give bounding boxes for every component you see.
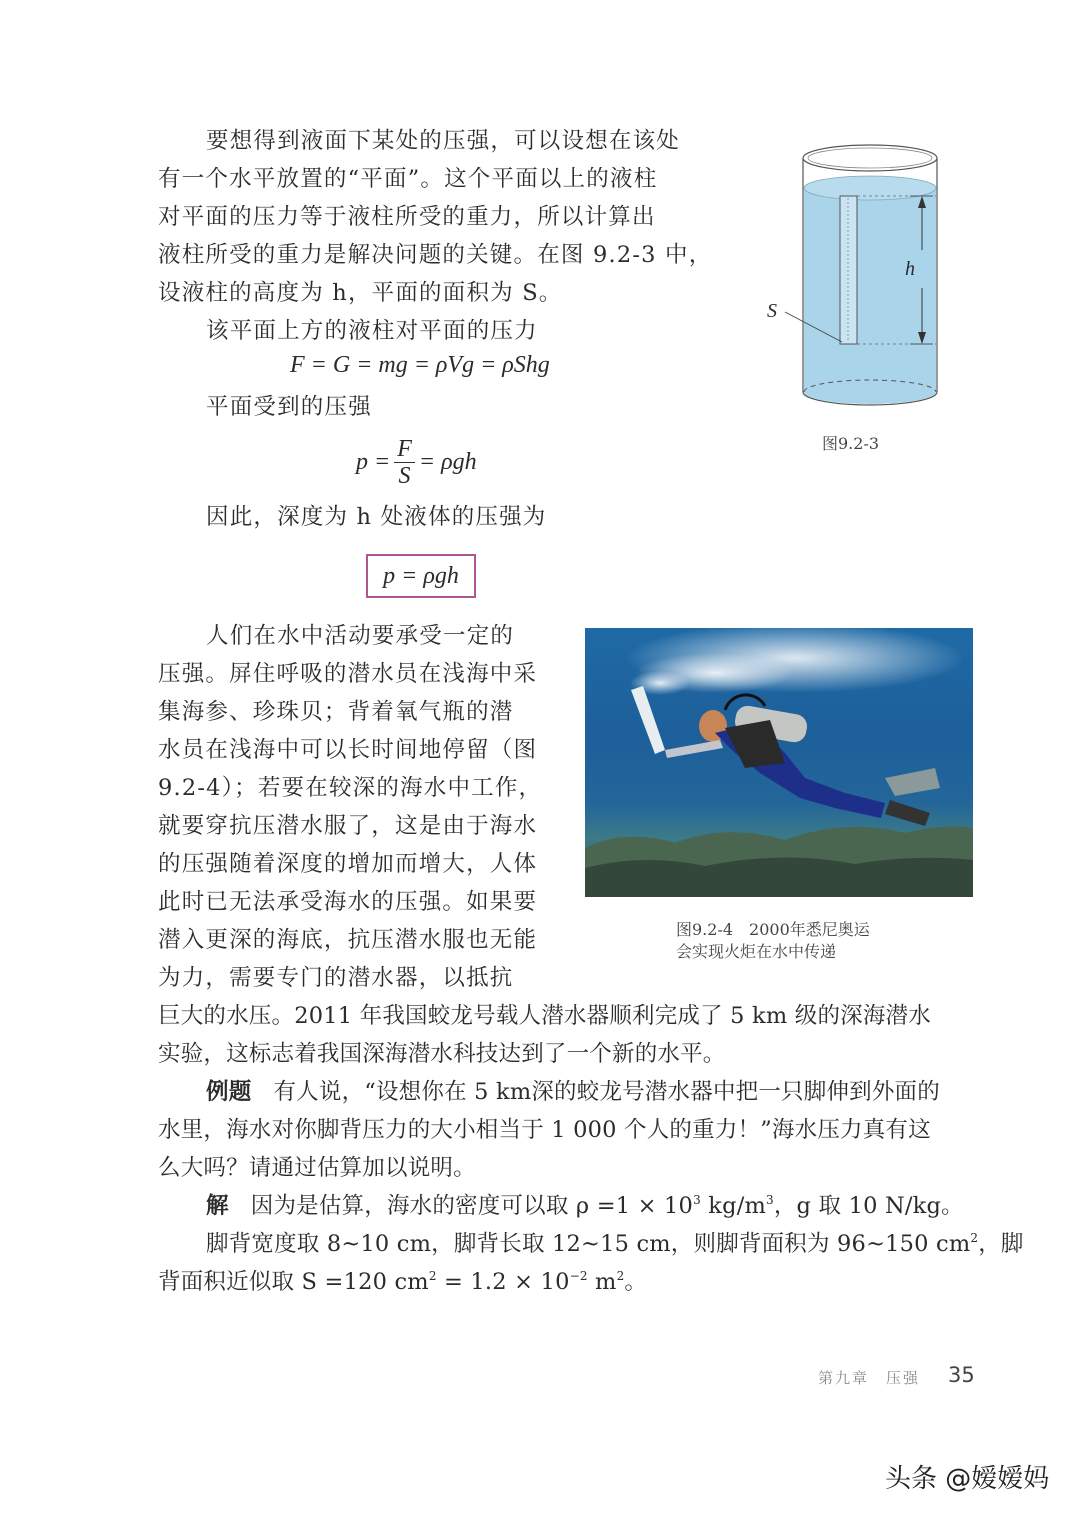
diving-line-8: 此时已无法承受海水的压强。如果要 bbox=[158, 889, 538, 915]
diver-photo-icon bbox=[585, 628, 973, 897]
solution-text-2b: ，脚 bbox=[978, 1231, 1024, 1257]
page-number: 35 bbox=[948, 1363, 975, 1387]
fraction-numerator: F bbox=[394, 436, 415, 463]
formula-rhs: = ρgh bbox=[418, 449, 477, 475]
solution-line-2 bbox=[158, 1225, 1024, 1263]
solution-text-3b: = 1.2 × 10 bbox=[436, 1269, 570, 1295]
watermark: 头条 @嫒嫒妈 bbox=[885, 1464, 1050, 1494]
example-line-1 bbox=[158, 1073, 940, 1111]
fraction bbox=[394, 436, 415, 489]
chapter-label: 第九章 压强 bbox=[818, 1369, 921, 1387]
superscript: 3 bbox=[693, 1193, 701, 1207]
solution-text-2a: 脚背宽度取 8~10 cm，脚背长取 12~15 cm，则脚背面积为 96~150 cm bbox=[206, 1231, 971, 1257]
diving-line-11: 巨大的水压。2011 年我国蛟龙号载人潜水器顺利完成了 5 km 级的深海潜水 bbox=[158, 1003, 931, 1029]
cylinder-diagram-icon bbox=[770, 130, 950, 420]
example-text-1: 有人说，“设想你在 5 km深的蛟龙号潜水器中把一只脚伸到外面的 bbox=[273, 1079, 940, 1105]
intro-line-3: 对平面的压力等于液柱所受的重力，所以计算出 bbox=[158, 204, 656, 230]
diving-line-2: 压强。屏住呼吸的潜水员在浅海中采 bbox=[158, 661, 538, 687]
formula-lhs: p = bbox=[356, 449, 391, 475]
superscript: 2 bbox=[428, 1269, 437, 1283]
diving-line-4: 水员在浅海中可以长时间地停留（图 bbox=[158, 737, 538, 763]
figure-9-2-3 bbox=[767, 130, 950, 420]
solution-text-1b: kg/m bbox=[700, 1193, 767, 1219]
solution-line-1 bbox=[158, 1187, 964, 1225]
solution-label: 解 bbox=[206, 1193, 229, 1219]
solution-text-3c: m bbox=[587, 1269, 617, 1295]
superscript: 2 bbox=[616, 1269, 625, 1283]
diving-line-1: 人们在水中活动要承受一定的 bbox=[206, 623, 515, 649]
label-S: S bbox=[767, 300, 777, 322]
example-line-2: 水里，海水对你脚背压力的大小相当于 1 000 个人的重力！”海水压力真有这 bbox=[158, 1117, 931, 1143]
boxed-formula: p = ρgh bbox=[366, 554, 476, 598]
example-line-3: 么大吗？请通过估算加以说明。 bbox=[158, 1155, 476, 1181]
pressure-intro: 平面受到的压强 bbox=[206, 394, 372, 420]
label-h: h bbox=[905, 258, 915, 280]
fraction-denominator: S bbox=[398, 463, 411, 489]
superscript: 2 bbox=[970, 1231, 979, 1245]
formula-force: F = G = mg = ρVg = ρShg bbox=[290, 352, 550, 378]
figure-9-2-4-caption-line-2: 会实现火炬在水中传递 bbox=[676, 942, 837, 961]
formula-pressure bbox=[356, 436, 477, 489]
solution-text-1a: 因为是估算，海水的密度可以取 ρ =1 × 10 bbox=[250, 1193, 694, 1219]
solution-text-1c: ，g 取 10 N/kg。 bbox=[773, 1193, 964, 1219]
intro-line-1: 要想得到液面下某处的压强，可以设想在该处 bbox=[206, 128, 681, 154]
solution-line-3 bbox=[158, 1263, 647, 1301]
diving-line-12: 实验，这标志着我国深海潜水科技达到了一个新的水平。 bbox=[158, 1041, 726, 1067]
figure-9-2-4-caption-line-1: 图9.2-4 2000年悉尼奥运 bbox=[676, 920, 870, 939]
superscript: −2 bbox=[569, 1269, 588, 1283]
intro-line-4: 液柱所受的重力是解决问题的关键。在图 9.2-3 中， bbox=[158, 242, 713, 268]
solution-text-3a: 背面积近似取 S =120 cm bbox=[158, 1269, 429, 1295]
diving-line-7: 的压强随着深度的增加而增大，人体 bbox=[158, 851, 538, 877]
force-intro: 该平面上方的液柱对平面的压力 bbox=[206, 318, 538, 344]
intro-line-2: 有一个水平放置的“平面”。这个平面以上的液柱 bbox=[158, 166, 658, 192]
diving-line-6: 就要穿抗压潜水服了，这是由于海水 bbox=[158, 813, 538, 839]
diving-line-10: 为力，需要专门的潜水器，以抵抗 bbox=[158, 965, 514, 991]
example-label: 例题 bbox=[206, 1079, 252, 1105]
solution-text-3d: 。 bbox=[624, 1269, 648, 1295]
superscript: 3 bbox=[766, 1193, 774, 1207]
diving-line-5: 9.2-4）；若要在较深的海水中工作， bbox=[158, 775, 543, 801]
figure-9-2-3-caption: 图9.2-3 bbox=[822, 434, 880, 453]
diving-line-3: 集海参、珍珠贝；背着氧气瓶的潜 bbox=[158, 699, 514, 725]
intro-line-5: 设液柱的高度为 h，平面的面积为 S。 bbox=[158, 280, 563, 306]
conclusion: 因此，深度为 h 处液体的压强为 bbox=[206, 504, 547, 530]
diving-line-9: 潜入更深的海底，抗压潜水服也无能 bbox=[158, 927, 538, 953]
figure-9-2-4-photo bbox=[585, 628, 973, 897]
